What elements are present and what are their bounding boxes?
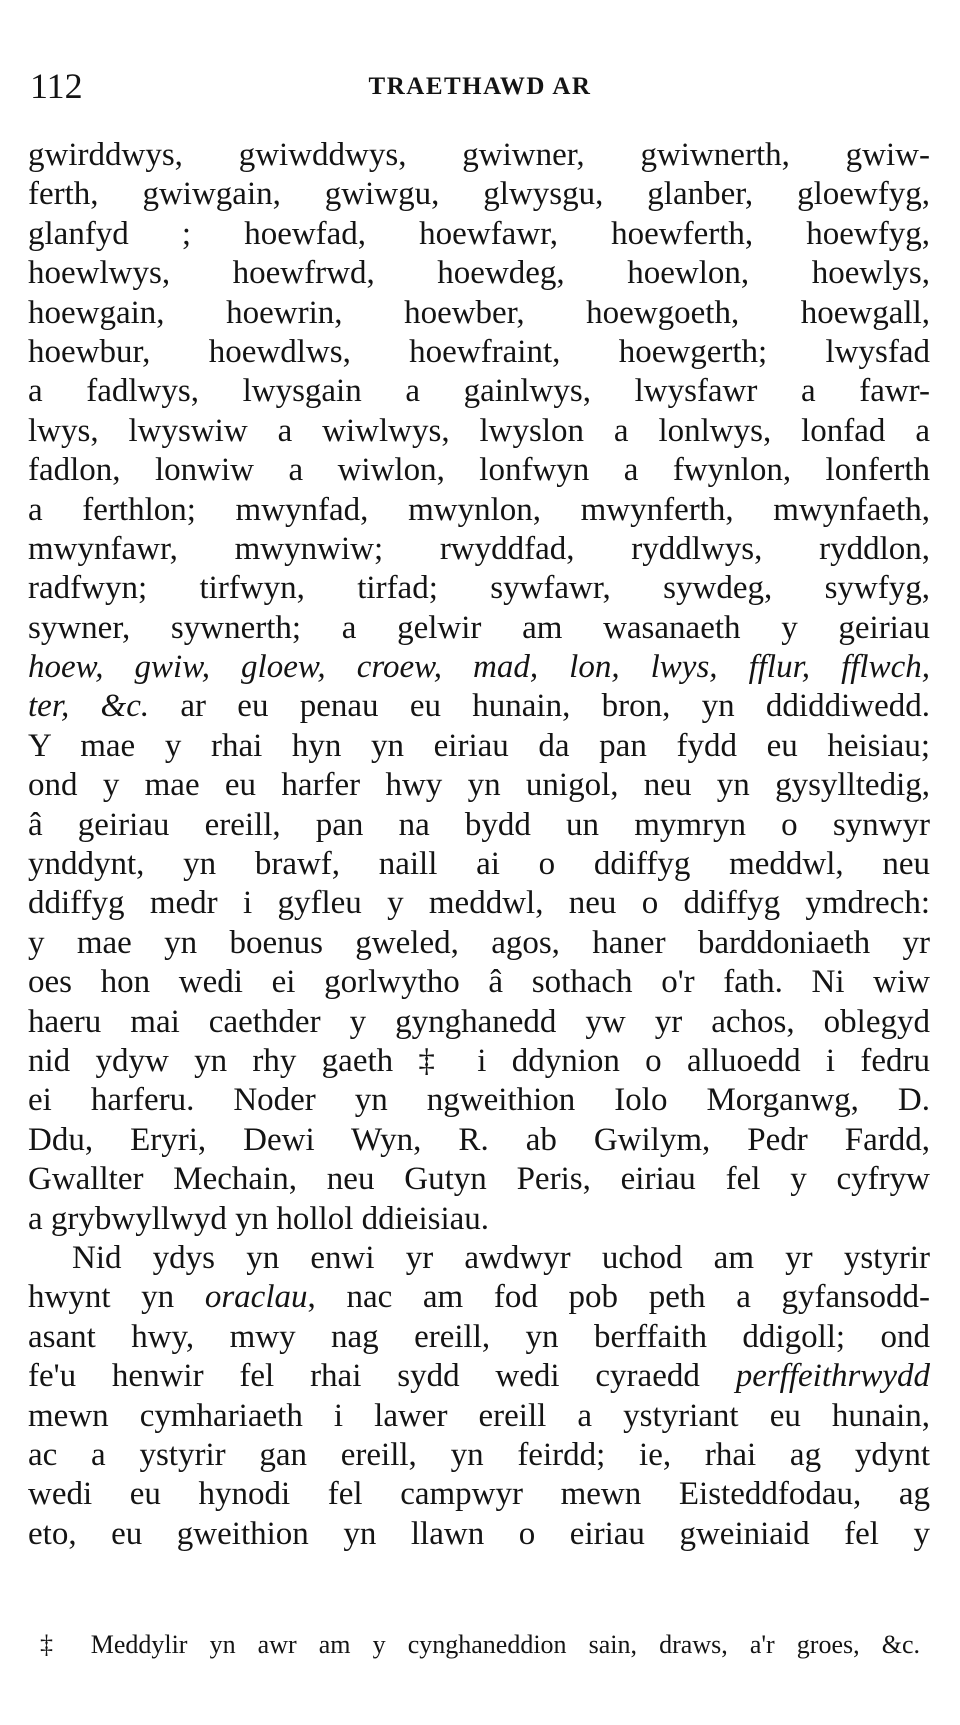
text-line: Gwallter Mechain, neu Gutyn Peris, eiriau fel y cyfryw bbox=[28, 1161, 930, 1198]
text-line-italic: hoew, gwiw, gloew, croew, mad, lon, lwys, fflur, fflwch, bbox=[28, 649, 930, 686]
text-line: ac a ystyrir gan ereill, yn feirdd; ie, rhai ag ydynt bbox=[28, 1436, 930, 1473]
text-line: y mae yn boenus gweled, agos, haner barddoniaeth yr bbox=[28, 924, 930, 961]
footnote: ‡ Meddylir yn awr am y cynghaneddion sain, draws, a'r groes, &c. bbox=[40, 1630, 920, 1659]
text-line: â geiriau ereill, pan na bydd un mymryn o synwyr bbox=[28, 806, 930, 843]
text-line: hoewgain, hoewrin, hoewber, hoewgoeth, hoewgall, bbox=[28, 294, 930, 331]
paragraph-end-line: a grybwyllwyd yn hollol ddieisiau. bbox=[28, 1200, 490, 1237]
text-line: lwys, lwyswiw a wiwlwys, lwyslon a lonlwys, lonfad a bbox=[28, 412, 930, 449]
text-line: haeru mai caethder y gynghanedd yw yr achos, oblegyd bbox=[28, 1003, 930, 1040]
text-line: Ddu, Eryri, Dewi Wyn, R. ab Gwilym, Pedr Fardd, bbox=[28, 1121, 930, 1158]
text-line: ynddynt, yn brawf, naill ai o ddiffyg meddwl, neu bbox=[28, 846, 930, 883]
text-line: glanfyd ; hoewfad, hoewfawr, hoewferth, hoewfyg, bbox=[28, 215, 930, 252]
text-line: fadlon, lonwiw a wiwlon, lonfwyn a fwynlon, lonferth bbox=[28, 452, 930, 489]
text-line: mewn cymhariaeth i lawer ereill a ystyriant eu hunain, bbox=[28, 1397, 930, 1434]
text-line: ter, &c. ar eu penau eu hunain, bron, yn ddiddiwedd. bbox=[28, 688, 930, 725]
text-line: asant hwy, mwy nag ereill, yn berffaith ddigoll; ond bbox=[28, 1318, 930, 1355]
running-title: TRAETHAWD AR bbox=[368, 73, 592, 100]
text-line: fe'u henwir fel rhai sydd wedi cyraedd perffeithrwydd bbox=[28, 1358, 930, 1395]
text-line: ei harferu. Noder yn ngweithion Iolo Morganwg, D. bbox=[28, 1082, 930, 1119]
text-line: Y mae y rhai hyn yn eiriau da pan fydd eu heisiau; bbox=[28, 727, 930, 764]
text-line: ond y mae eu harfer hwy yn unigol, neu yn gysylltedig, bbox=[28, 767, 930, 804]
text-line: radfwyn; tirfwyn, tirfad; sywfawr, sywdeg, sywfyg, bbox=[28, 570, 930, 607]
page-header bbox=[30, 66, 930, 106]
text-line: sywner, sywnerth; a gelwir am wasanaeth y geiriau bbox=[28, 609, 930, 646]
text-line: nid ydyw yn rhy gaeth ‡ i ddynion o alluoedd i fedru bbox=[28, 1042, 930, 1079]
text-line: gwirddwys, gwiwddwys, gwiwner, gwiwnerth, gwiw- bbox=[28, 137, 930, 173]
text-line: oes hon wedi ei gorlwytho â sothach o'r fath. Ni wiw bbox=[28, 964, 930, 1001]
body-text bbox=[28, 136, 930, 1554]
text-line: wedi eu hynodi fel campwyr mewn Eisteddfodau, ag bbox=[28, 1476, 930, 1513]
page-number: 112 bbox=[30, 66, 83, 106]
text-line: ddiffyg medr i gyfleu y meddwl, neu o ddiffyg ymdrech: bbox=[28, 885, 930, 922]
paragraph-start-line: Nid ydys yn enwi yr awdwyr uchod am yr ystyrir bbox=[72, 1239, 930, 1276]
text-line: ferth, gwiwgain, gwiwgu, glwysgu, glanber, gloewfyg, bbox=[28, 176, 930, 213]
text-line: mwynfawr, mwynwiw; rwyddfad, ryddlwys, ryddlon, bbox=[28, 530, 930, 567]
text-line: a fadlwys, lwysgain a gainlwys, lwysfawr a fawr- bbox=[28, 373, 930, 410]
text-line: hwynt yn oraclau, nac am fod pob peth a gyfansodd- bbox=[28, 1279, 930, 1316]
text-line: hoewlwys, hoewfrwd, hoewdeg, hoewlon, hoewlys, bbox=[28, 255, 930, 292]
text-line: hoewbur, hoewdlws, hoewfraint, hoewgerth; lwysfad bbox=[28, 333, 930, 370]
text-line: eto, eu gweithion yn llawn o eiriau gweiniaid fel y bbox=[28, 1515, 930, 1552]
text-line: a ferthlon; mwynfad, mwynlon, mwynferth, mwynfaeth, bbox=[28, 491, 930, 528]
